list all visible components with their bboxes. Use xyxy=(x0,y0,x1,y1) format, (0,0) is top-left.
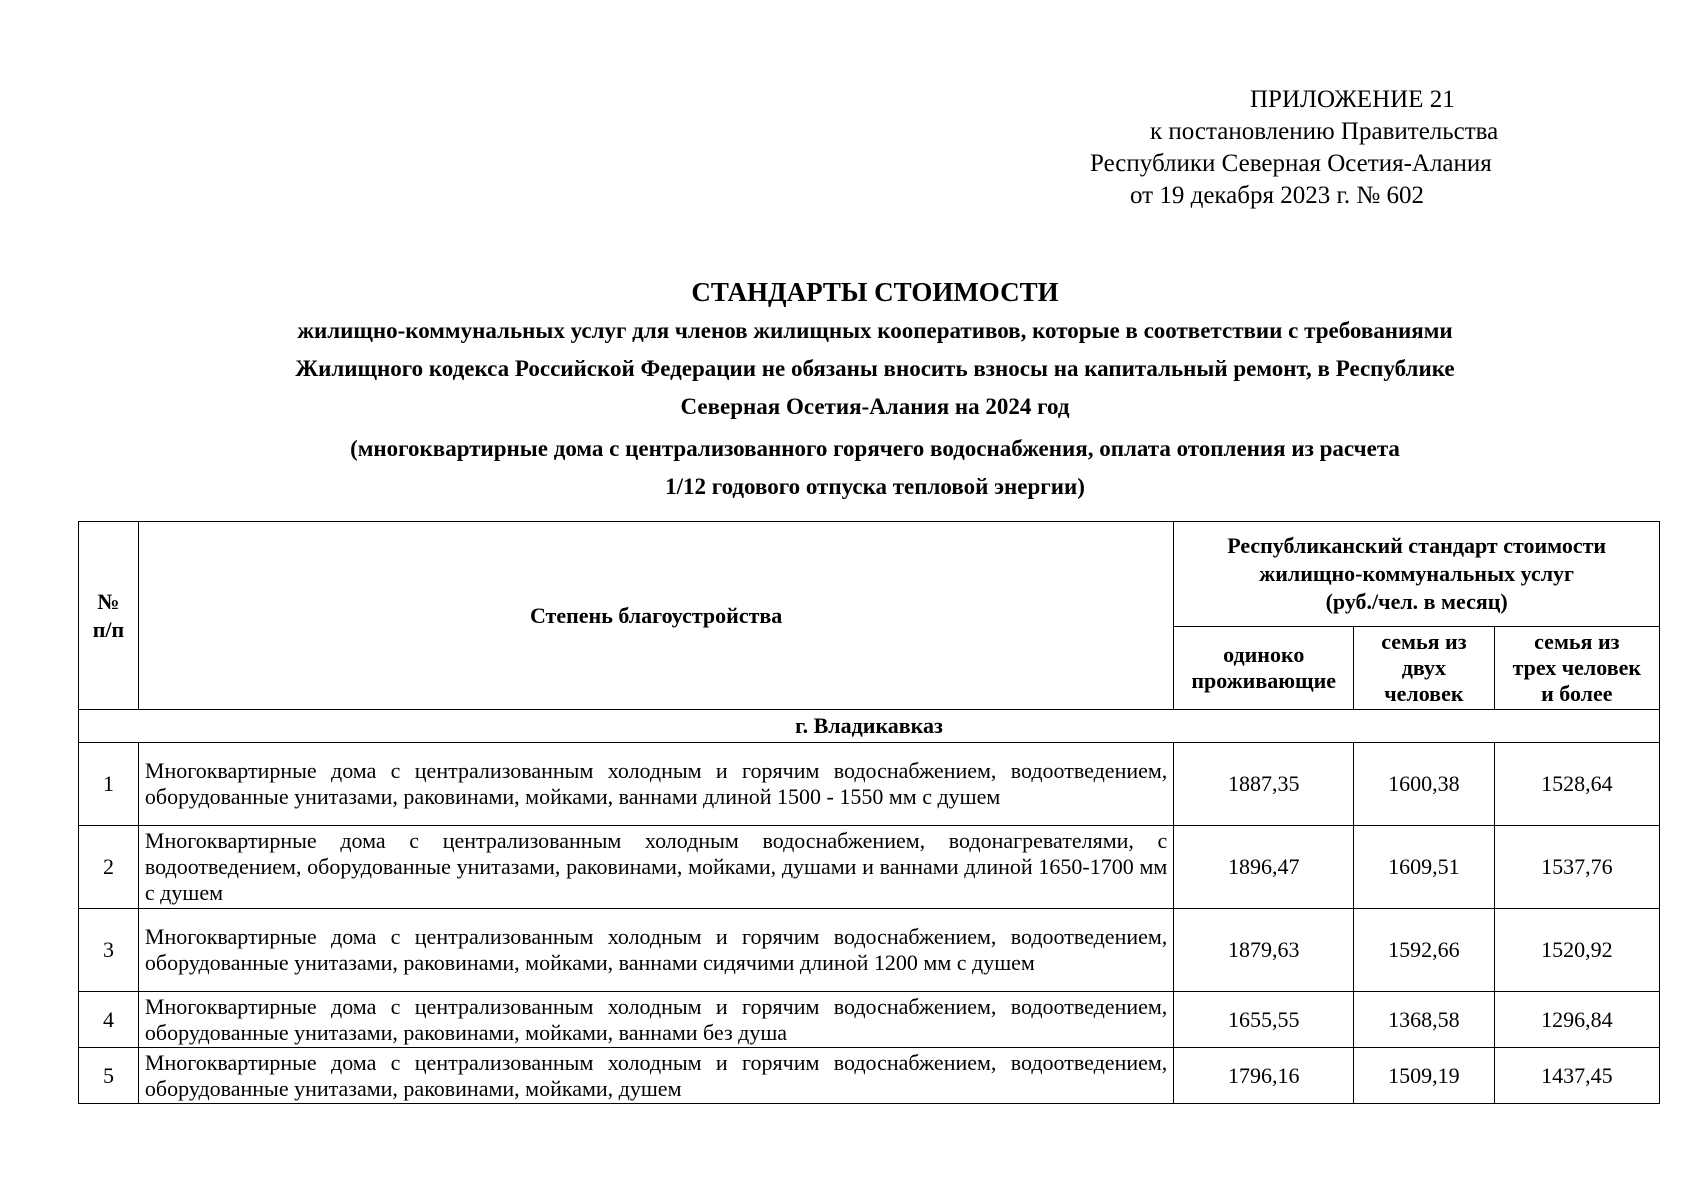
header-number xyxy=(79,522,139,710)
appendix-reference: к постановлению Правительства xyxy=(1150,118,1499,145)
table-row xyxy=(79,743,1660,826)
appendix-block xyxy=(1090,84,1499,212)
row-value-two: 1600,38 xyxy=(1354,743,1495,826)
row-value-single: 1796,16 xyxy=(1174,1048,1354,1104)
standards-table xyxy=(78,521,1660,1104)
row-value-three: 1520,92 xyxy=(1494,909,1659,992)
header-two-line-3: человек xyxy=(1384,681,1464,706)
appendix-government: Республики Северная Осетия-Алания xyxy=(1090,150,1492,177)
row-value-single: 1879,63 xyxy=(1174,909,1354,992)
header-number-sign: № xyxy=(97,588,120,614)
header-group-line-3: (руб./чел. в месяц) xyxy=(1325,589,1508,614)
header-group-line-1: Республиканский стандарт стоимости xyxy=(1227,533,1607,558)
appendix-date: от 19 декабря 2023 г. № 602 xyxy=(1130,182,1425,209)
header-three-line-2: трех человек xyxy=(1512,655,1642,680)
title-line-2: Жилищного кодекса Российской Федерации не обязаны вносить взносы на капитальный ремонт, в Республике xyxy=(295,356,1455,381)
row-number: 4 xyxy=(79,992,139,1048)
table-row xyxy=(79,909,1660,992)
row-description: Многоквартирные дома с централизованным холодным и горячим водоснабжением, водоотведением, оборудованные унитазами, раковинами, мойками, ваннами длиной 1500 - 1550 мм с душем xyxy=(138,743,1173,826)
row-number: 3 xyxy=(79,909,139,992)
table-header-row xyxy=(79,522,1660,627)
row-description: Многоквартирные дома с централизованным холодным и горячим водоснабжением, водоотведением, оборудованные унитазами, раковинами, мойками, ваннами сидячими длиной 1200 мм с душем xyxy=(138,909,1173,992)
title-line-3: Северная Осетия-Алания на 2024 год xyxy=(680,394,1070,419)
city-name: г. Владикавказ xyxy=(79,710,1660,743)
row-value-two: 1368,58 xyxy=(1354,992,1495,1048)
header-description: Степень благоустройства xyxy=(138,522,1173,710)
table-row xyxy=(79,1048,1660,1104)
city-row xyxy=(79,710,1660,743)
row-value-single: 1655,55 xyxy=(1174,992,1354,1048)
table-row xyxy=(79,992,1660,1048)
row-value-two: 1509,19 xyxy=(1354,1048,1495,1104)
header-single xyxy=(1174,627,1354,710)
header-number-label: п/п xyxy=(92,616,125,642)
title-line-4: (многоквартирные дома с централизованного горячего водоснабжения, оплата отопления из расчета xyxy=(350,436,1400,461)
header-group-line-2: жилищно-коммунальных услуг xyxy=(1259,561,1575,586)
row-number: 5 xyxy=(79,1048,139,1104)
header-two-line-2: двух xyxy=(1401,655,1446,680)
header-three-people xyxy=(1494,627,1659,710)
row-value-three: 1537,76 xyxy=(1494,826,1659,909)
row-description: Многоквартирные дома с централизованным холодным водоснабжением, водонагревателями, с водоотведением, оборудованные унитазами, раковинами, мойками, душами и ваннами длиной 1650-1700 мм с душем xyxy=(138,826,1173,909)
title-line-1: жилищно-коммунальных услуг для членов жилищных кооперативов, которые в соответствии с требованиями xyxy=(297,318,1453,343)
title-main: СТАНДАРТЫ СТОИМОСТИ xyxy=(691,277,1059,307)
row-value-two: 1609,51 xyxy=(1354,826,1495,909)
row-value-single: 1887,35 xyxy=(1174,743,1354,826)
table-row xyxy=(79,826,1660,909)
header-two-line-1: семья из xyxy=(1381,629,1467,654)
row-description: Многоквартирные дома с централизованным холодным и горячим водоснабжением, водоотведением, оборудованные унитазами, раковинами, мойками, душем xyxy=(138,1048,1173,1104)
header-standard-group xyxy=(1174,522,1660,627)
row-number: 2 xyxy=(79,826,139,909)
header-single-line-1: одиноко xyxy=(1223,642,1305,667)
header-single-line-2: проживающие xyxy=(1191,668,1337,693)
document-title xyxy=(80,272,1670,506)
row-description: Многоквартирные дома с централизованным холодным и горячим водоснабжением, водоотведением, оборудованные унитазами, раковинами, мойками, ваннами без душа xyxy=(138,992,1173,1048)
row-value-three: 1296,84 xyxy=(1494,992,1659,1048)
title-line-5: 1/12 годового отпуска тепловой энергии) xyxy=(665,474,1085,499)
row-value-three: 1528,64 xyxy=(1494,743,1659,826)
row-number: 1 xyxy=(79,743,139,826)
header-three-line-1: семья из xyxy=(1534,629,1620,654)
row-value-three: 1437,45 xyxy=(1494,1048,1659,1104)
appendix-title: ПРИЛОЖЕНИЕ 21 xyxy=(1250,86,1455,113)
header-two-people xyxy=(1354,627,1495,710)
row-value-two: 1592,66 xyxy=(1354,909,1495,992)
row-value-single: 1896,47 xyxy=(1174,826,1354,909)
header-three-line-3: и более xyxy=(1541,681,1613,706)
